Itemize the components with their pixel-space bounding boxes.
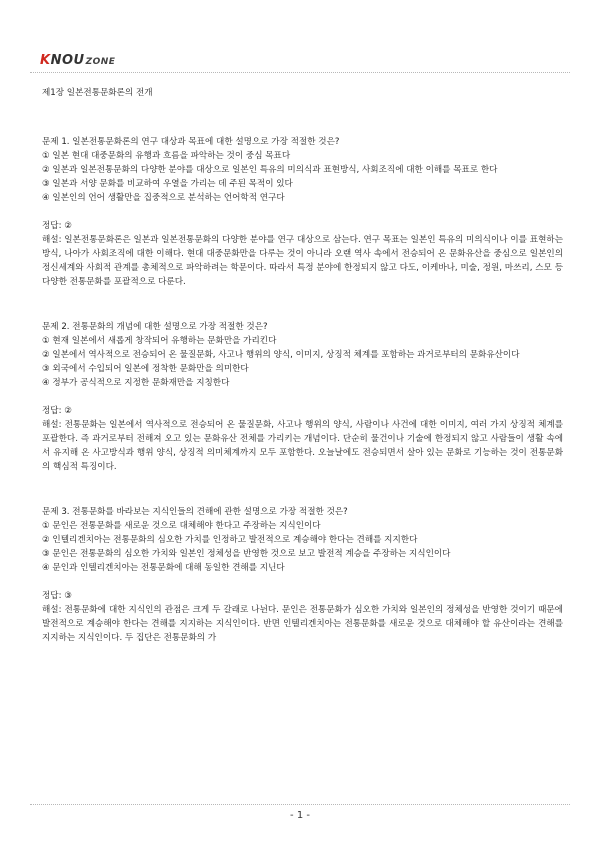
option-item: ④ 정부가 공식적으로 지정한 문화재만을 지칭한다 (42, 378, 230, 388)
question-text: 문제 2. 전통문화의 개념에 대한 설명으로 가장 적절한 것은? (42, 322, 268, 332)
explanation-text: 해설: 전통문화에 대한 지식인의 관점은 크게 두 갈래로 나뉜다. 문인은 전통문화가 심오한 가치와 일본인의 정체성을 반영한 것이기 때문에 발전적으로 계승해야 한다는 견해를 지지하는 지식인이다. 반면 인텔리겐치아는 전통문화를 새로운 것으로 대체해야 할 유산이라는 견해를 지지하는 지식인이다. 두 집단은 전통문화의 가 (42, 605, 563, 643)
option-item: ③ 문인은 전통문화의 심오한 가치와 일본인 정체성을 반영한 것으로 보고 발전적 계승을 주장하는 지식인이다 (42, 549, 451, 559)
question-block-2 (42, 320, 563, 474)
answer-text: 정답: ② (42, 406, 72, 416)
header-divider (30, 72, 570, 73)
logo-text-nou: NOU (50, 53, 85, 68)
option-item: ③ 일본과 서양 문화를 비교하여 우열을 가리는 데 주된 목적이 있다 (42, 179, 293, 189)
spacer (42, 289, 563, 320)
option-item: ③ 외국에서 수입되어 일본에 정착한 문화만을 의미한다 (42, 364, 249, 374)
logo-letter-k: K (40, 53, 51, 68)
option-item: ① 현재 일본에서 새롭게 창작되어 유행하는 문화만을 가리킨다 (42, 336, 277, 346)
spacer (42, 100, 563, 135)
spacer (42, 205, 563, 219)
chapter-title: 제1장 일본전통문화론의 전개 (42, 88, 153, 98)
question-text: 문제 3. 전통문화를 바라보는 지식인들의 견해에 관한 설명으로 가장 적절한 것은? (42, 507, 348, 517)
option-item: ④ 일본인의 언어 생활만을 집중적으로 분석하는 언어학적 연구다 (42, 193, 285, 203)
page-number: - 1 - (290, 810, 310, 821)
option-item: ④ 문인과 인텔리겐치아는 전통문화에 대해 동일한 견해를 지닌다 (42, 563, 285, 573)
logo-text-zone: ZONE (85, 57, 116, 67)
answer-text: 정답: ③ (42, 591, 72, 601)
spacer (42, 390, 563, 404)
explanation-text: 해설: 전통문화는 일본에서 역사적으로 전승되어 온 물질문화, 사고나 행위의 양식, 사람이나 사건에 대한 이미지, 여러 가지 상징적 체계를 포괄한다. 즉 과거로부터 전해져 오고 있는 문화유산 전체를 가리키는 개념이다. 단순히 물건이나 기술에 한정되지 않고 사람들이 생활 속에서 유지해 온 사고방식과 행위 양식, 상징적 의미체계까지 모두 포함한다. 오늘날에도 전승되면서 살아 있는 문화로 기능하는 것이 전통문화의 핵심적 특징이다. (42, 420, 563, 472)
spacer (42, 474, 563, 505)
option-item: ② 일본에서 역사적으로 전승되어 온 물질문화, 사고나 행위의 양식, 이미지, 상징적 체계를 포함하는 과거로부터의 문화유산이다 (42, 350, 520, 360)
question-text: 문제 1. 일본전통문화론의 연구 대상과 목표에 대한 설명으로 가장 적절한 것은? (42, 137, 340, 147)
explanation-text: 해설: 일본전통문화론은 일본과 일본전통문화의 다양한 분야를 연구 대상으로 삼는다. 연구 목표는 일본인 특유의 미의식이나 이를 표현하는 방식, 나아가 사회조직에 대한 이해다. 현대 대중문화만을 다루는 것이 아니라 오랜 역사 속에서 전승되어 온 문화유산을 중심으로 일본인의 정신세계와 사회적 관계를 총체적으로 파악하려는 학문이다. 따라서 특정 분야에 한정되지 않고 다도, 이케바나, 미술, 정원, 마쓰리, 스모 등 다양한 전통문화를 포괄적으로 다룬다. (42, 235, 563, 287)
question-block-1 (42, 135, 563, 289)
document-body (42, 86, 563, 645)
option-item: ② 일본과 일본전통문화의 다양한 분야를 대상으로 일본인 특유의 미의식과 표현방식, 사회조직에 대한 이해를 목표로 한다 (42, 165, 498, 175)
option-item: ① 일본 현대 대중문화의 유행과 흐름을 파악하는 것이 중심 목표다 (42, 151, 291, 161)
answer-text: 정답: ② (42, 221, 72, 231)
option-item: ② 인텔리겐치아는 전통문화의 심오한 가치를 인정하고 발전적으로 계승해야 한다는 견해를 지지한다 (42, 535, 418, 545)
question-block-3 (42, 505, 563, 645)
spacer (42, 575, 563, 589)
knouzone-logo (40, 53, 115, 68)
footer-divider (30, 804, 570, 805)
option-item: ① 문인은 전통문화를 새로운 것으로 대체해야 한다고 주장하는 지식인이다 (42, 521, 321, 531)
